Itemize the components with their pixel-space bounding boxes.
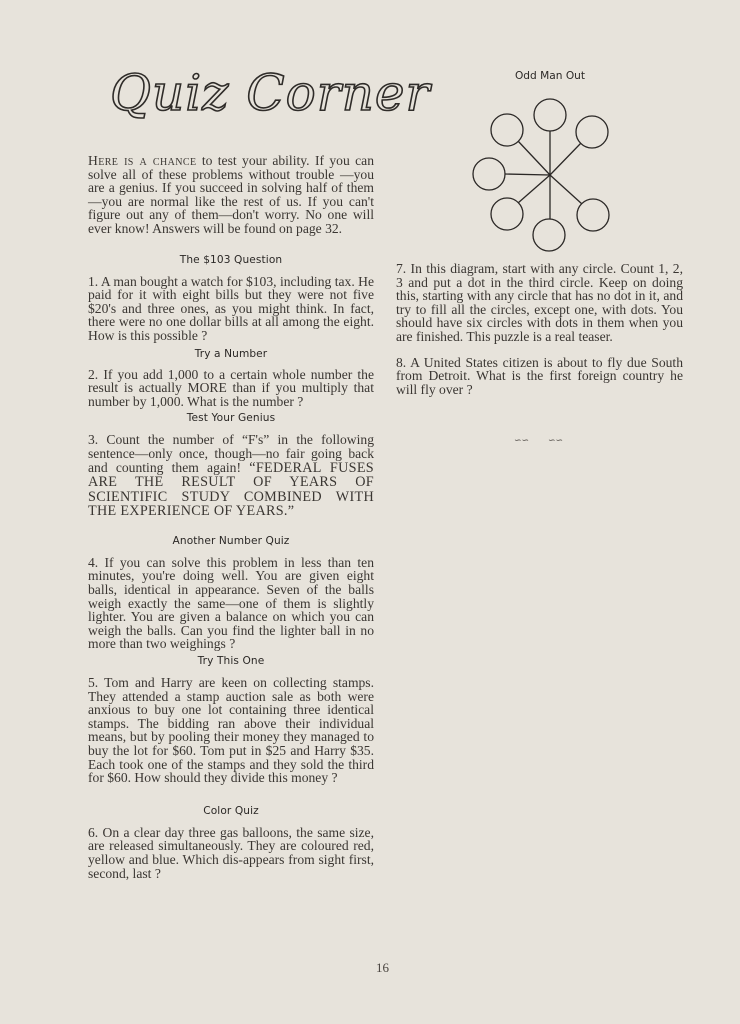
puzzle-circle bbox=[491, 198, 523, 230]
section-heading: Test Your Genius bbox=[186, 412, 276, 425]
question-3-text: 3. Count the number of “F's” in the following sentence—only once, though—no fair going back and counting them again! bbox=[88, 432, 374, 475]
puzzle-circle bbox=[473, 158, 505, 190]
section-heading: Try a Number bbox=[194, 347, 268, 360]
section-heading: The $103 Question bbox=[179, 253, 283, 266]
puzzle-circle bbox=[576, 116, 608, 148]
odd-man-out-diagram bbox=[460, 90, 640, 260]
title-script-logo bbox=[106, 58, 431, 138]
puzzle-circle bbox=[533, 219, 565, 251]
question-2: 2. If you add 1,000 to a certain whole number the result is actually MORE than if you multiply that number by 1,000. What is the number ? bbox=[88, 366, 374, 409]
question-3 bbox=[88, 433, 374, 519]
spoke-line bbox=[550, 143, 581, 175]
intro-lead-in: Here is a chance bbox=[88, 153, 197, 168]
spoke-line bbox=[518, 175, 550, 203]
intro-paragraph bbox=[88, 154, 374, 236]
spoke-line bbox=[518, 141, 550, 175]
ornament-divider-left: ∽∽ bbox=[514, 436, 530, 446]
question-3-caps-sentence: “FEDERAL FUSES ARE THE RESULT OF YEARS OF SCIENTIFIC STUDY COMBINED WITH THE EXPERIENCE OF YEARS.” bbox=[88, 459, 374, 520]
puzzle-circle bbox=[491, 114, 523, 146]
page-title-text: Quiz Corner bbox=[110, 64, 431, 122]
diagram-svg bbox=[460, 90, 640, 260]
question-8: 8. A United States citizen is about to fly due South from Detroit. What is the first foreign country he will fly over ? bbox=[396, 354, 683, 397]
spoke-line bbox=[550, 175, 582, 204]
right-column bbox=[396, 262, 683, 396]
diagram-heading: Odd Man Out bbox=[514, 70, 586, 82]
question-5: 5. Tom and Harry are keen on collecting stamps. They attended a stamp auction sale as both were anxious to buy one lot containing three identical stamps. The bidding ran above their individual means, but by pooling their money they managed to buy the lot for $60. Tom put in $25 and Harry $35. Each took one of the stamps and they sold the third for $60. How should they divide this money ? bbox=[88, 675, 374, 786]
left-column bbox=[88, 154, 374, 880]
question-4: 4. If you can solve this problem in less than ten minutes, you're doing well. You are given eight balls, identical in appearance. Seven of the balls weigh exactly the same—one of them is slightly lighter. You are given a balance on which you can weigh the balls. Can you find the lighter ball in no more than two weighings ? bbox=[88, 554, 374, 652]
page-number: 16 bbox=[376, 960, 389, 975]
question-7: 7. In this diagram, start with any circle. Count 1, 2, 3 and put a dot in the third circle. Keep on doing this, starting with any circle that has no dot in it, and try to fill all the circles, except one, with dots. You should have six circles with dots in them when you are finished. This puzzle is a real teaser. bbox=[396, 261, 683, 344]
puzzle-circle bbox=[577, 199, 609, 231]
section-heading: Another Number Quiz bbox=[172, 534, 290, 547]
spoke-line bbox=[505, 174, 550, 175]
question-6: 6. On a clear day three gas balloons, the same size, are released simultaneously. They are coloured red, yellow and blue. Which dis-appears from sight first, second, last ? bbox=[88, 824, 374, 881]
section-heading: Try This One bbox=[197, 655, 265, 668]
page-title bbox=[106, 58, 431, 138]
puzzle-circle bbox=[534, 99, 566, 131]
ornament-divider-right: ∽∽ bbox=[548, 436, 564, 446]
section-heading: Color Quiz bbox=[203, 804, 259, 817]
intro-text: to test your ability. If you can solve all of these problems without trouble —you are a genius. If you succeed in solving half of them—you are normal like the rest of us. If you can't figure out any of them—don't worry. No one will ever know! Answers will be found on page 32. bbox=[88, 153, 374, 236]
question-1: 1. A man bought a watch for $103, including tax. He paid for it with eight bills but they were not five $20's and three ones, as you might think. In fact, there were no one dollar bills at all among the eight. How is this possible ? bbox=[88, 273, 374, 343]
